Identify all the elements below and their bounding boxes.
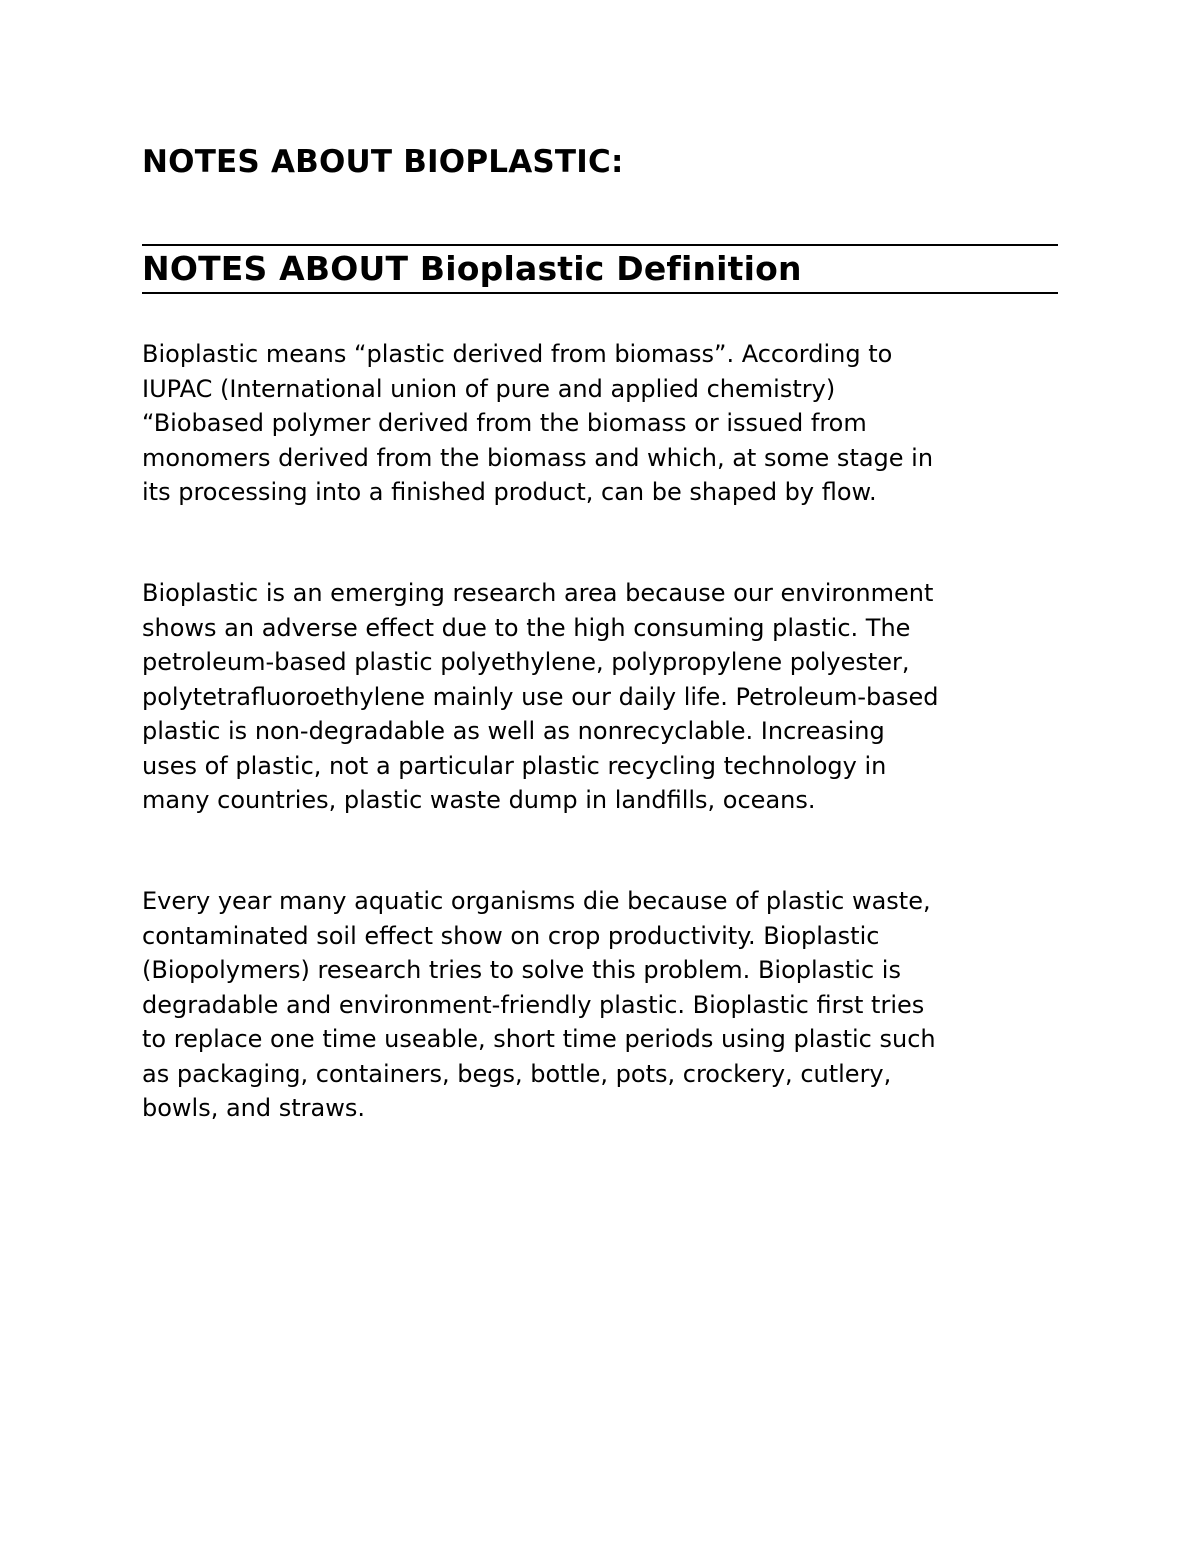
paragraph-line: uses of plastic, not a particular plastic recycling technology in bbox=[142, 751, 887, 780]
paragraph-line: petroleum-based plastic polyethylene, polypropylene polyester, bbox=[142, 648, 910, 676]
document-title: NOTES ABOUT BIOPLASTIC: bbox=[142, 144, 624, 180]
paragraph-line: shows an adverse effect due to the high consuming plastic. The bbox=[142, 613, 911, 642]
paragraph-line: Every year many aquatic organisms die because of plastic waste, bbox=[142, 887, 931, 915]
paragraph-line: many countries, plastic waste dump in landfills, oceans. bbox=[142, 786, 816, 814]
paragraph-line: “Biobased polymer derived from the biomass or issued from bbox=[142, 409, 867, 437]
paragraph-line: (Biopolymers) research tries to solve this problem. Bioplastic is bbox=[142, 956, 901, 984]
paragraph-line: polytetrafluoroethylene mainly use our daily life. Petroleum-based bbox=[142, 682, 939, 711]
paragraph-line: degradable and environment-friendly plastic. Bioplastic first tries bbox=[142, 990, 925, 1019]
paragraph-line: its processing into a finished product, can be shaped by flow. bbox=[142, 478, 877, 506]
paragraph-definition bbox=[142, 337, 1082, 510]
paragraph-line: to replace one time useable, short time periods using plastic such bbox=[142, 1025, 936, 1053]
paragraph-line: plastic is non-degradable as well as nonrecyclable. Increasing bbox=[142, 717, 885, 745]
paragraph-line: monomers derived from the biomass and which, at some stage in bbox=[142, 443, 934, 472]
paragraph-line: as packaging, containers, begs, bottle, pots, crockery, cutlery, bbox=[142, 1059, 892, 1088]
paragraph-line: IUPAC (International union of pure and applied chemistry) bbox=[142, 374, 836, 403]
paragraph-line: bowls, and straws. bbox=[142, 1094, 366, 1122]
paragraph-line: Bioplastic is an emerging research area because our environment bbox=[142, 579, 934, 607]
paragraph-line: contaminated soil effect show on crop productivity. Bioplastic bbox=[142, 921, 880, 950]
section-heading: NOTES ABOUT Bioplastic Definition bbox=[142, 244, 1058, 294]
paragraph-environmental-impact bbox=[142, 884, 1082, 1126]
paragraph-research-area bbox=[142, 576, 1082, 818]
paragraph-line: Bioplastic means “plastic derived from biomass”. According to bbox=[142, 340, 893, 368]
